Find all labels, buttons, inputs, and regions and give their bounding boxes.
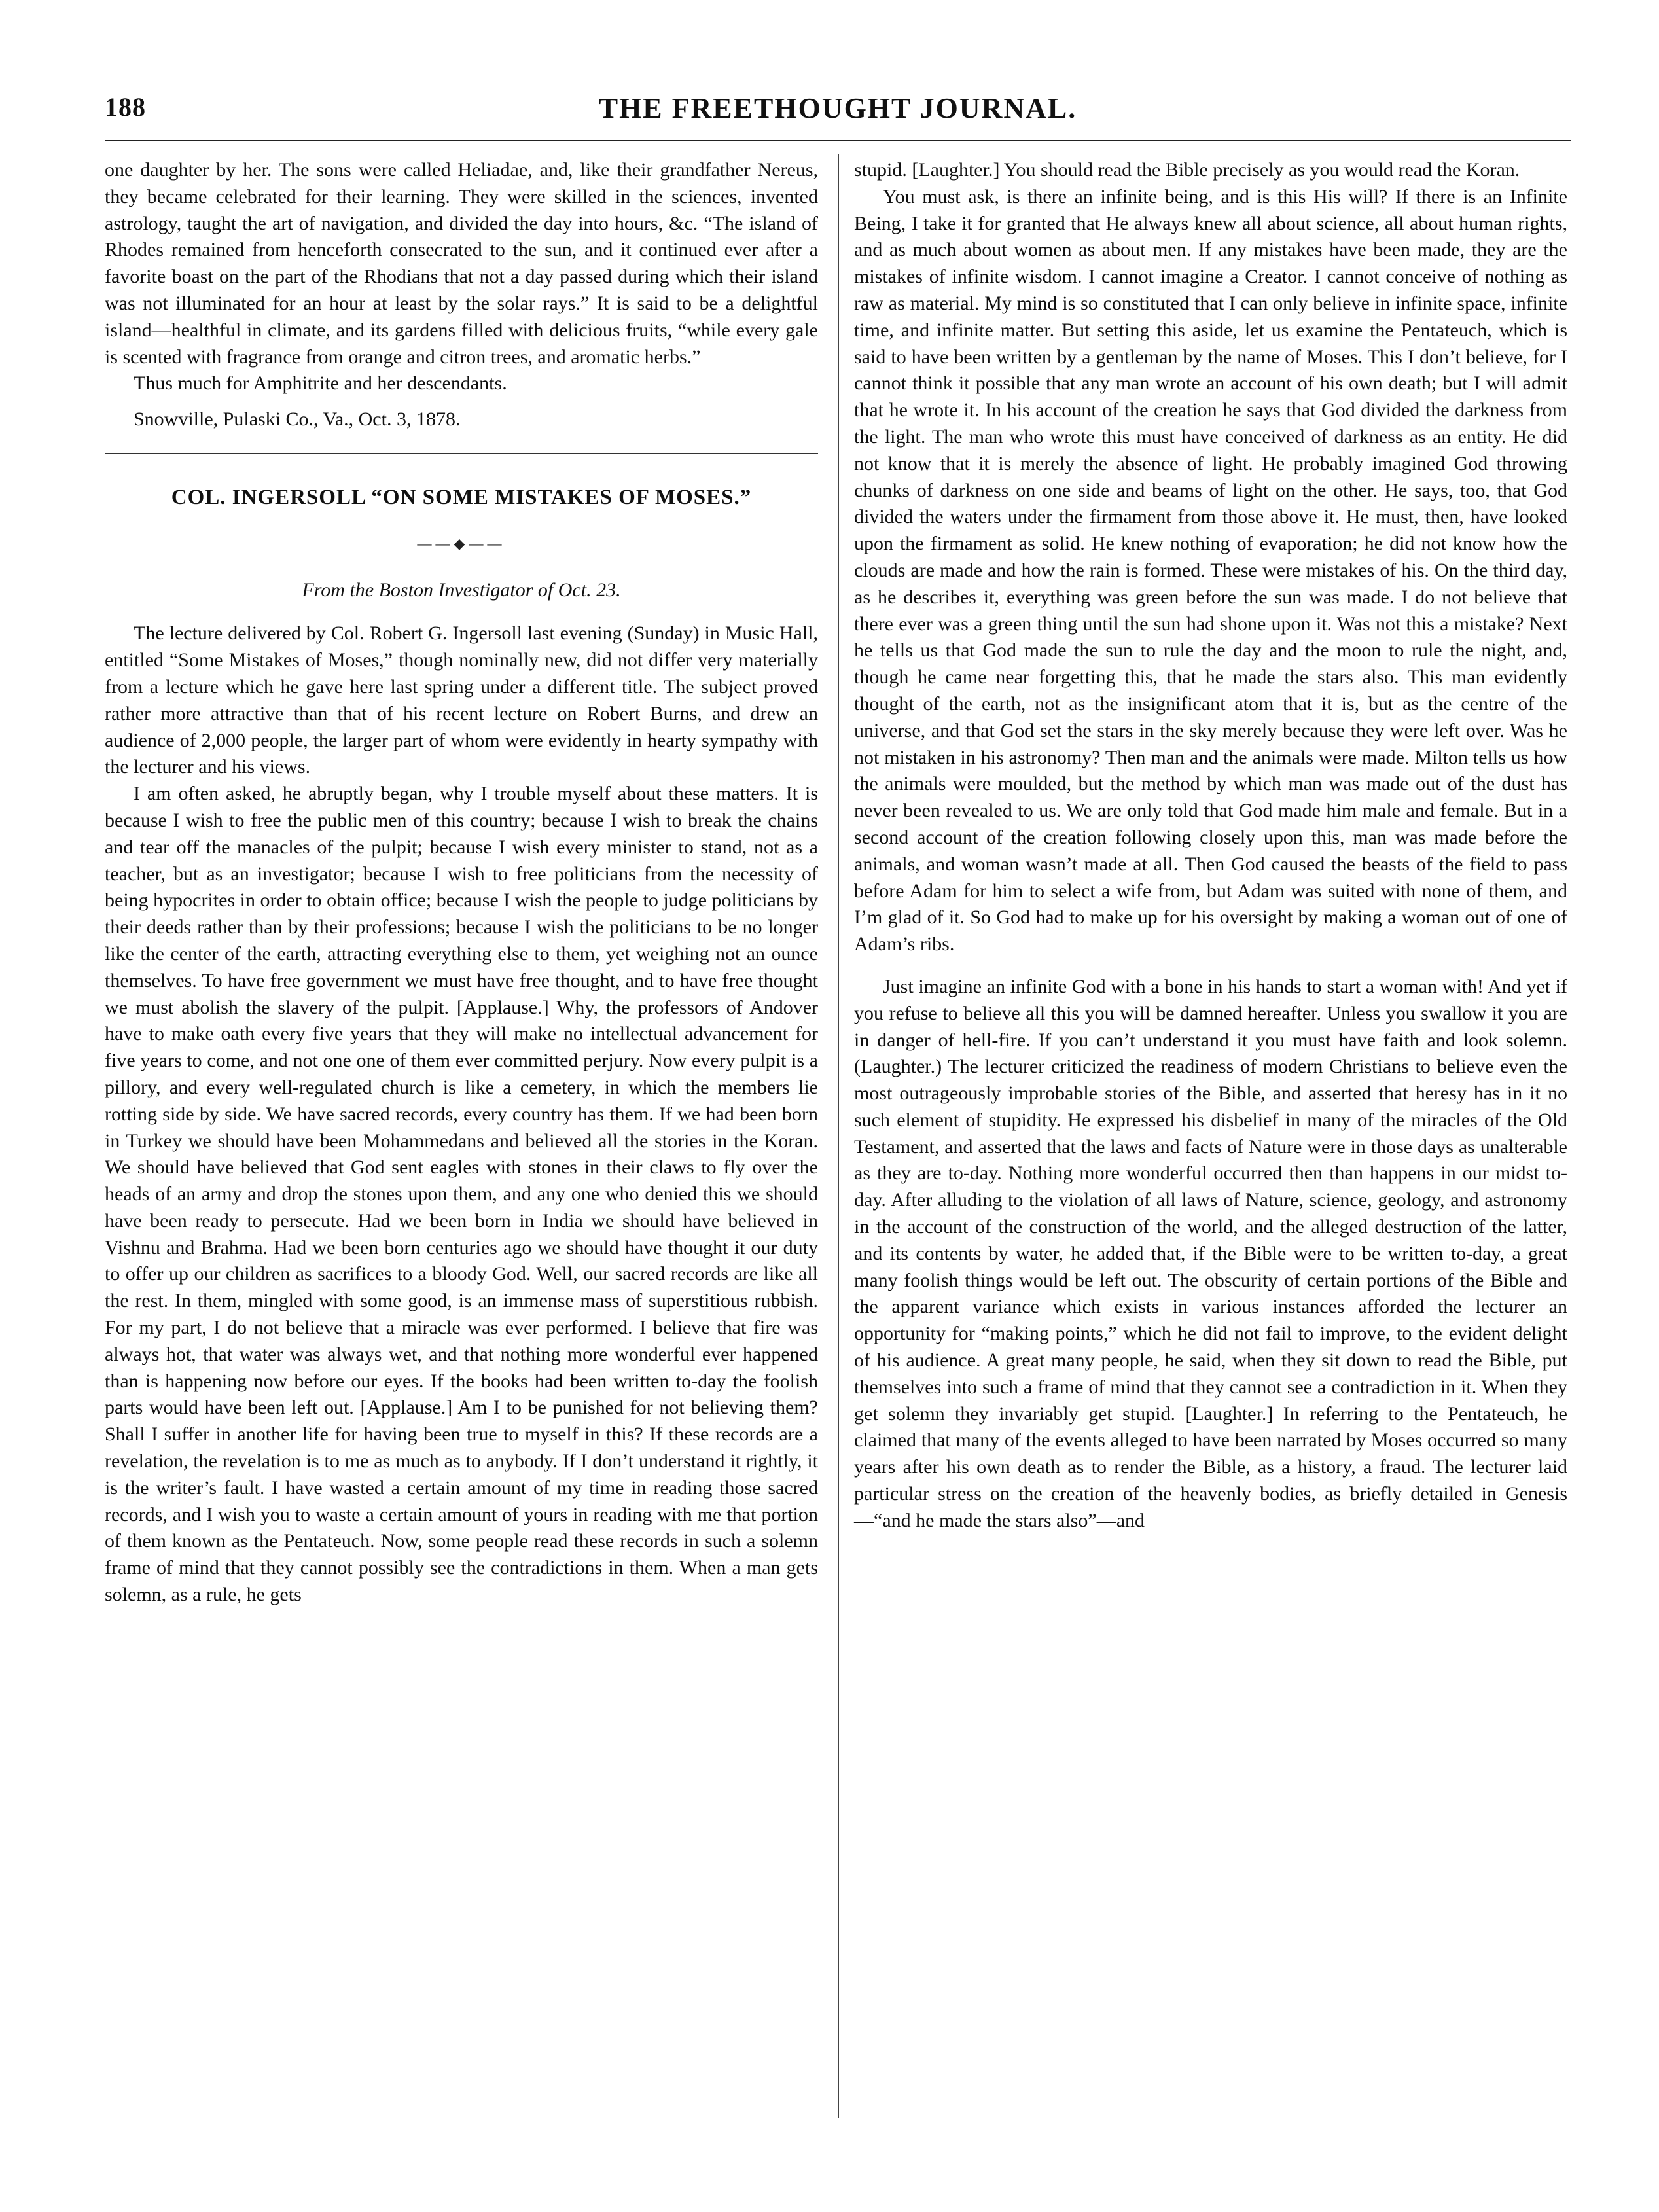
page-number: 188	[105, 92, 146, 122]
column-divider	[838, 154, 839, 2118]
ornament-divider: ——◆——	[417, 535, 506, 552]
left-column	[105, 157, 818, 1609]
article-paragraph: Just imagine an infinite God with a bone in his hands to start a woman with! And yet if you refuse to believe all this you will be damned hereafter. Unless you swallow it you are in danger of hell-fire. If you can’t understand it you must have faith and look solemn. (Laughter.) The lecturer criticized the readiness of modern Christians to believe even the most outrageously improbable stories of the Bible, and asserted that heresy has in it no such element of stupidity. He expressed his disbelief in many of the miracles of the Old Testament, and asserted that the laws and facts of Nature were in those days as unalterable as they are to-day. Nothing more wonderful occurred then than happens in our midst to-day. After alluding to the violation of all laws of Nature, science, geology, and astronomy in the account of the construction of the world, and the alleged destruction of the latter, and its contents by water, he added that, if the Bible were to be written to-day, a great many foolish things would be left out. The obscurity of certain portions of the Bible and the apparent variance which exists in various instances afforded the lecturer an opportunity for “making points,” which he did not fail to improve, to the evident delight of his audience. A great many people, he said, when they sit down to read the Bible, put themselves into such a frame of mind that they cannot see a contradiction in it. When they get solemn they invariably get stupid. [Laughter.] In referring to the Pentateuch, he claimed that many of the events alleged to have been narrated by Moses occurred so many years after his own death as to render the Bible, as a history, a fraud. The lecturer laid particular stress on the creation of the heavenly bodies, as briefly detailed in Genesis—“and he made the stars also”—and	[854, 975, 1567, 1531]
paragraph-gap	[854, 958, 1567, 974]
right-column	[854, 157, 1567, 1535]
article-paragraph: I am often asked, he abruptly began, why I trouble myself about these matters. It is because I wish to free the public men of this country; because I wish to break the chains and tear off the manacles of the pulpit; because I wish every minister to stand, not as a teacher, but as an investigator; because I wish to free politicians from the necessity of being hypocrites in order to obtain office; because I wish the people to judge politicians by their deeds rather than by their professions; because I wish the politicians to be no longer like the center of the earth, attracting everything else to them, yet weighing not an ounce themselves. To have free government we must have free thought, and to have free thought we must abolish the slavery of the pulpit. [Applause.] Why, the professors of Andover have to make oath every five years that they will make no intellectual advancement for five years to come, and not one one of them ever committed perjury. Now every pulpit is a pillory, and every well-regulated church is like a cemetery, in which the members lie rotting side by side. We have sacred records, every country has them. If we had been born in Turkey we should have been Mohammedans and believed all the stories in the Koran. We should have believed that God sent eagles with stones in their claws to fly over the heads of an army and drop the stones upon them, and any one who denied this we should have been ready to persecute. Had we been born in India we should have believed in Vishnu and Brahma. Had we been born centuries ago we should have thought it our duty to offer up our children as sacrifices to a bloody God. Well, our sacred records are like all the rest. In them, mingled with some good, is an immense mass of superstitious rubbish. For my part, I do not believe that a miracle was ever performed. I believe that fire was always hot, that water was always wet, and that nothing more wonderful ever happened than is happening now before our eyes. If the books had been written to-day the foolish parts would have been left out. [Applause.] Am I to be punished for not believing them? Shall I suffer in another life for having been true to myself in this? If these records are a revelation, the revelation is to me as much as to anybody. If I don’t understand it rightly, it is the writer’s fault. I have wasted a certain amount of my time in reading those sacred records, and I wish you to waste a certain amount of yours in reading with me that portion of them known as the Pentateuch. Now, some people read these records in such a solemn frame of mind that they cannot possibly see the contradictions in them. When a man gets solemn, as a rule, he gets	[105, 783, 818, 1606]
page-header	[105, 92, 1571, 137]
article-title: COL. INGERSOLL “ON SOME MISTAKES OF MOSES.”	[171, 485, 752, 509]
article-paragraph: You must ask, is there an infinite being, and is this His will? If there is an Infinite Being, I take it for granted that He always knew all about science, all about human rights, and as much about women as about men. If any mistakes have been made, they are the mistakes of infinite wisdom. I cannot imagine a Creator. I cannot conceive of nothing as raw as material. My mind is so constituted that I can only believe in infinite space, infinite time, and infinite matter. But setting this aside, let us examine the Pentateuch, which is said to have been written by a gentleman by the name of Moses. This I don’t believe, for I cannot think it possible that any man wrote an account of his own death; but I will admit that he wrote it. In his account of the creation he says that God divided the darkness from the light. The man who wrote this must have conceived of darkness as an entity. He did not know that it is merely the absence of light. He probably imagined God throwing chunks of darkness on one side and beams of light on the other. He says, too, that God divided the waters under the firmament from those above it. He must, then, have looked upon the firmament as solid. He knew nothing of evaporation; he did not know how the clouds are made and how the rain is formed. These were mistakes of his. On the third day, as he describes it, everything was green before the sun was made. I do not believe that there ever was a green thing until the sun had shone upon it. Was not this a mistake? Next he tells us that God made the sun to rule the day and the moon to rule the night, and, though he came near forgetting this, that he made the stars also. This man evidently thought of the earth, not as the insignificant atom that it is, but as the centre of the universe, and that God set the stars in the sky merely because they were left over. Was he not mistaken in his astronomy? Then man and the animals were made. Milton tells us how the animals were moulded, but the method by which man was made out of the dust has never been revealed to us. We are only told that God made him male and female. But in a second account of the creation following closely upon this, man was made before the animals, and woman wasn’t made at all. Then God caused the beasts of the field to pass before Adam for him to select a wife from, but Adam was suited with none of them, and I’m glad of it. So God had to make up for his oversight by making a woman out of one of Adam’s ribs.	[854, 185, 1567, 955]
source-line: From the Boston Investigator of Oct. 23.	[302, 579, 621, 601]
closing-line: Thus much for Amphitrite and her descendants.	[134, 372, 507, 395]
running-title: THE FREETHOUGHT JOURNAL.	[598, 92, 1077, 124]
section-rule	[105, 453, 818, 454]
sign-off: Snowville, Pulaski Co., Va., Oct. 3, 1878.	[134, 408, 461, 431]
article-paragraph-continued: stupid. [Laughter.] You should read the Bible precisely as you would read the Koran.	[854, 159, 1520, 181]
intro-paragraph: one daughter by her. The sons were called Heliadae, and, like their grandfather Nereus, they became celebrated for their learning. They were skilled in the sciences, invented astrology, taught the art of navigation, and divided the day into hours, &c. “The island of Rhodes remained from henceforth consecrated to the sun, and it continued ever after a favorite boast on the part of the Rhodians that not a day passed during which their island was not illuminated for an hour at least by the solar rays.” It is said to be a delightful island—healthful in climate, and its gardens filled with delicious fruits, “while every gale is scented with fragrance from orange and citron trees, and aromatic herbs.”	[105, 159, 818, 368]
article-paragraph: The lecture delivered by Col. Robert G. Ingersoll last evening (Sunday) in Music Hall, entitled “Some Mistakes of Moses,” though nominally new, did not differ very materially from a lecture which he gave here last spring under a different title. The subject proved rather more attractive than that of his recent lecture on Robert Burns, and drew an audience of 2,000 people, the larger part of whom were evidently in hearty sympathy with the lecturer and his views.	[105, 622, 818, 778]
header-rule	[105, 139, 1571, 141]
